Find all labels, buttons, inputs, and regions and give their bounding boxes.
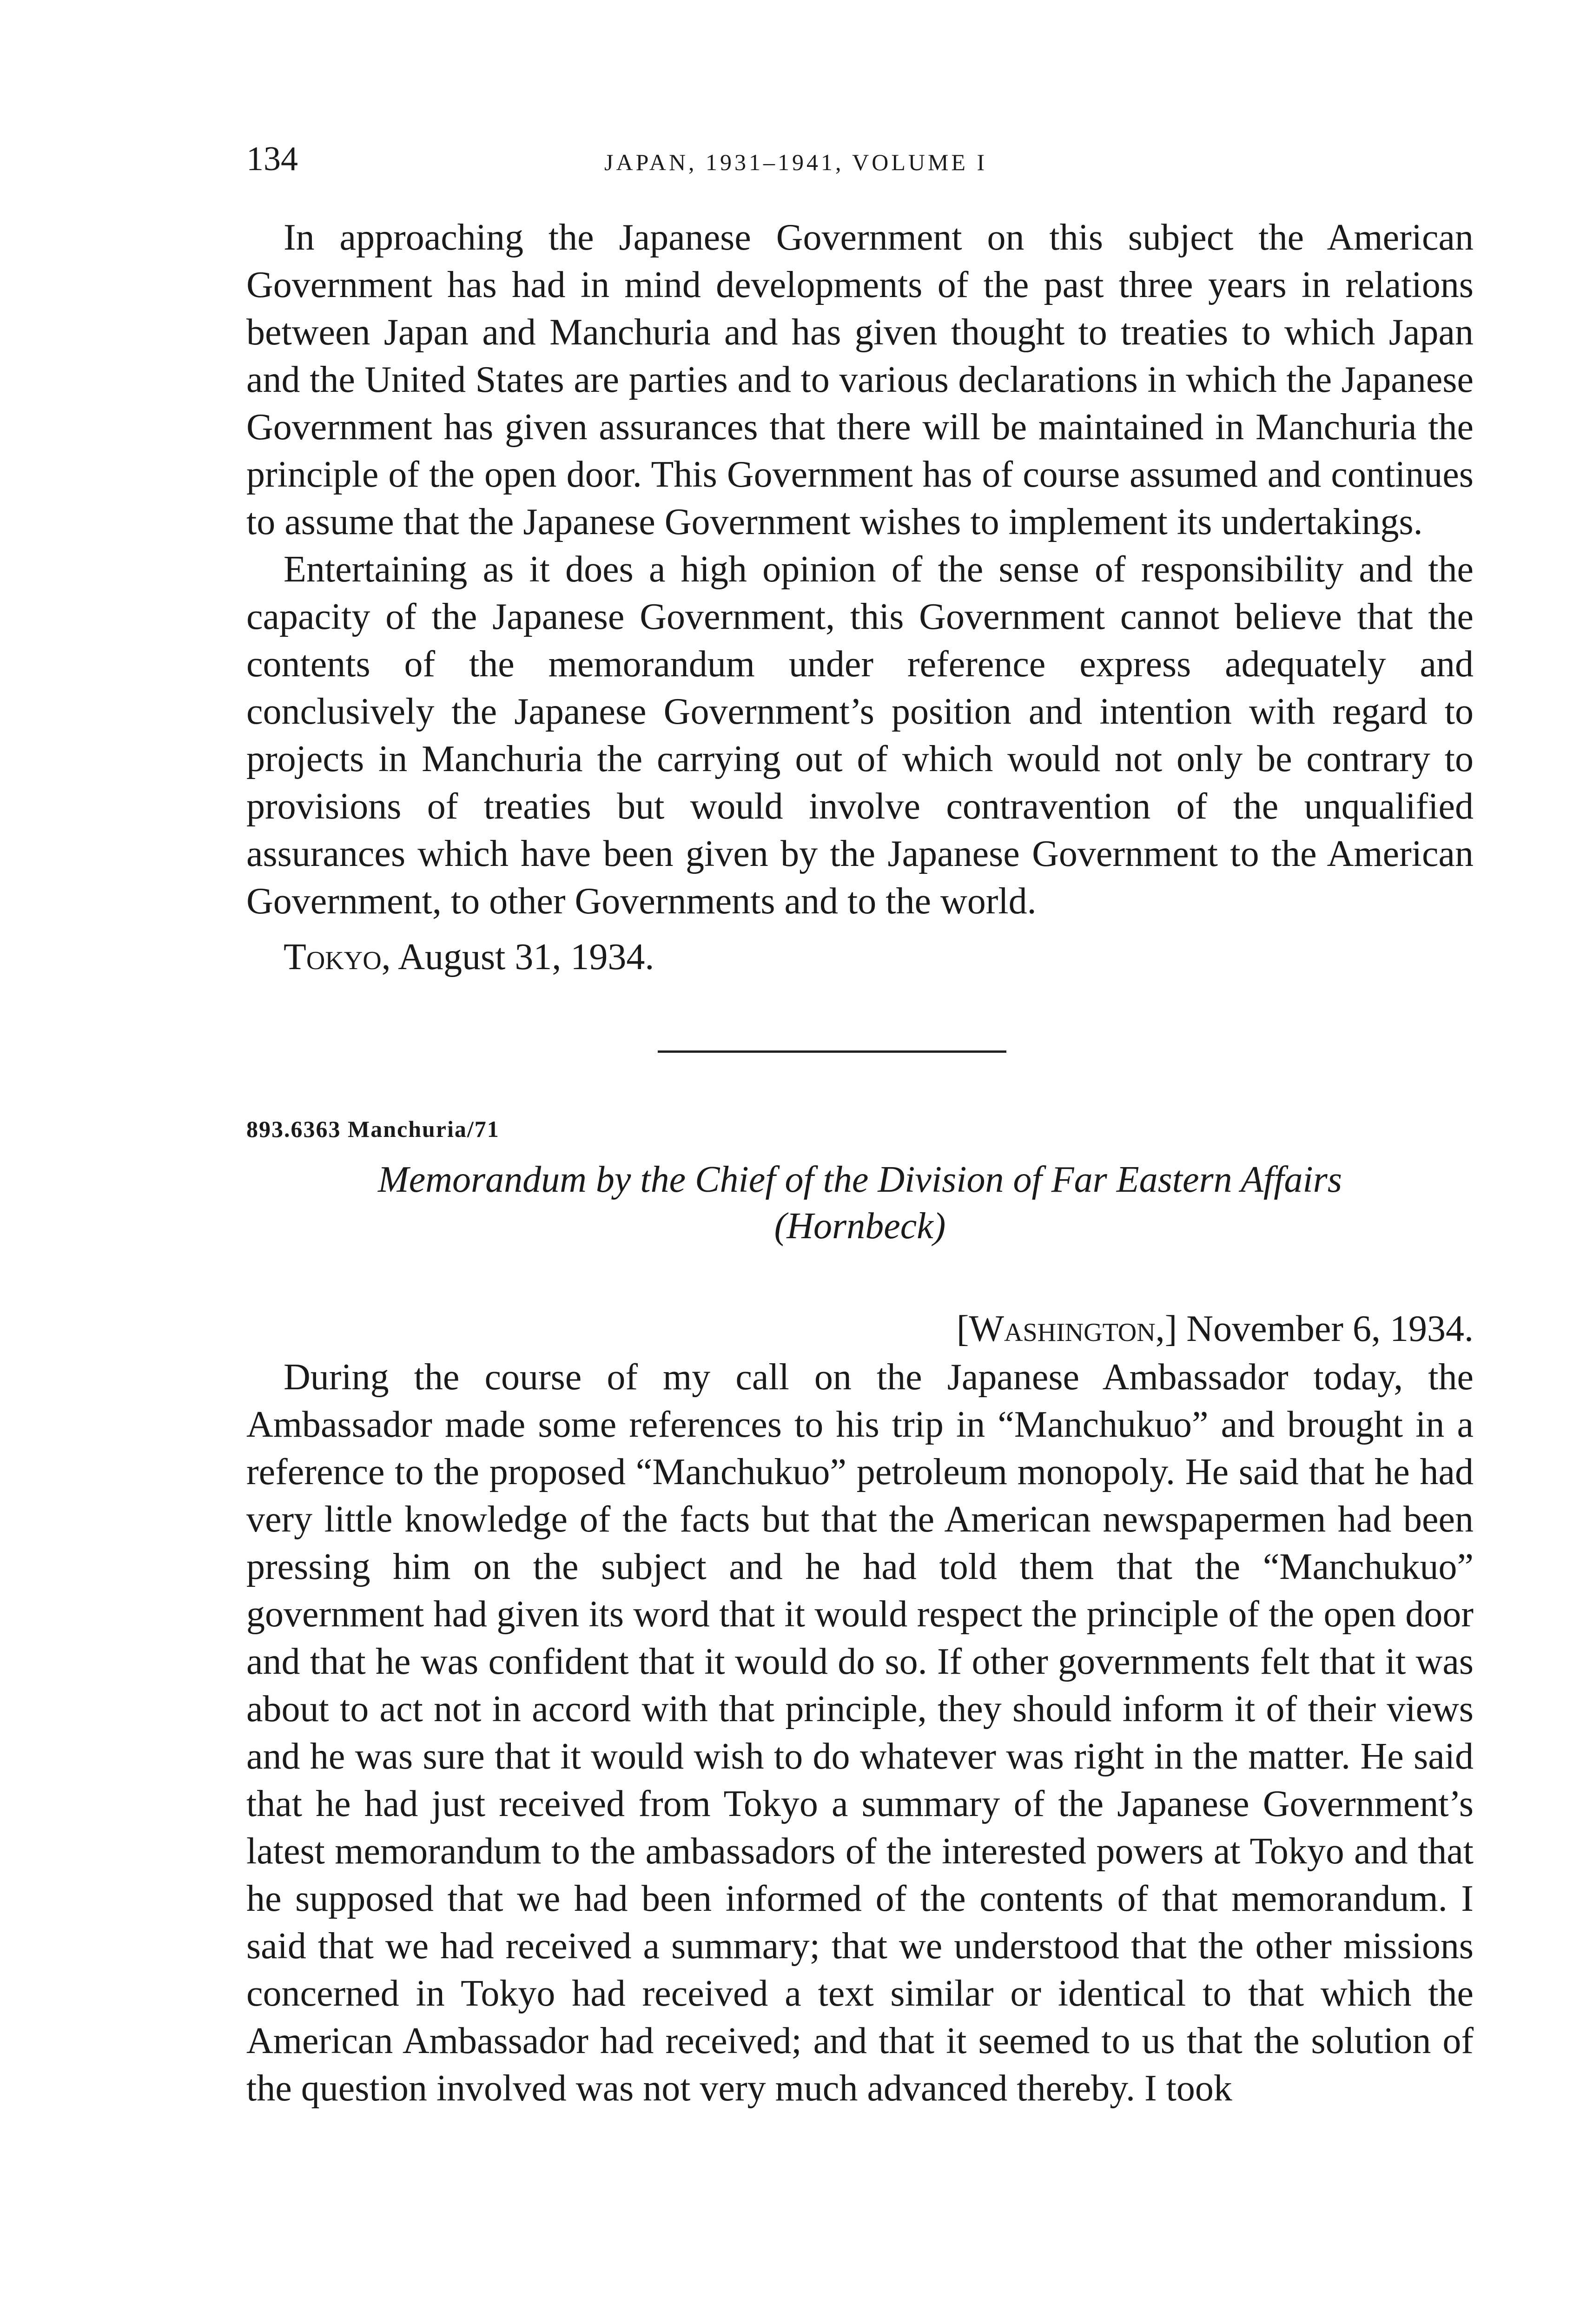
- document-title: [246, 1156, 1474, 1249]
- paragraph-entertaining: Entertaining as it does a high opinion of the sense of responsibility and the capacity of the Japanese Government, this Government cannot believe that the contents of the memorandum under reference express adequately and conclusively the Japanese Government’s position and intention with regard to projects in Manchuria the carrying out of which would not only be contrary to provisions of treaties but would involve contravention of the unqualified assurances which have been given by the Japanese Government to the American Government, to other Governments and to the world.: [246, 549, 1474, 922]
- dateline-place: Tokyo,: [284, 937, 391, 977]
- memo-date-place: Washington,: [969, 1308, 1165, 1349]
- dateline-tokyo: [284, 933, 1474, 981]
- title-line-2: (Hornbeck): [774, 1206, 946, 1247]
- running-header: [246, 139, 1474, 195]
- memo-date: [246, 1305, 1474, 1353]
- paragraph-approaching: In approaching the Japanese Government on this subject the American Government has had in mind developments of the past three years in relations between Japan and Manchuria and has given thought to treaties to which Japan and the United States are parties and to various declarations in which the Japanese Government has given assurances that there will be maintained in Manchuria the principle of the open door. This Government has of course assumed and continues to assume that the Japanese Government wishes to implement its undertakings.: [246, 217, 1474, 542]
- paragraph-during: During the course of my call on the Japanese Ambassador today, the Ambassador made some references to his trip in “Manchukuo” and brought in a reference to the proposed “Manchukuo” petroleum monopoly. He said that he had very little knowledge of the facts but that the American newspapermen had been pressing him on the subject and he had told them that the “Manchukuo” government had given its word that it would respect the principle of the open door and that he was confident that it would do so. If other governments felt that it was about to act not in accord with that principle, they should inform it of their views and he was sure that it would wish to do whatever was right in the matter. He said that he had just received from Tokyo a summary of the Japanese Government’s latest memorandum to the ambassadors of the interested powers at Tokyo and that he supposed that we had been informed of the contents of that memorandum. I said that we had received a summary; that we understood that the other missions concerned in Tokyo had received a text similar or identical to that which the American Ambassador had received; and that it seemed to us that the solution of the question involved was not very much advanced thereby. I took: [246, 1357, 1474, 2109]
- file-number: 893.6363 Manchuria/71: [246, 1116, 500, 1142]
- section-divider: [658, 1050, 1006, 1053]
- dateline-date: August 31, 1934.: [390, 937, 654, 977]
- page-number: 134: [246, 140, 298, 178]
- memo-date-rest: ] November 6, 1934.: [1164, 1308, 1474, 1349]
- title-line-1: Memorandum by the Chief of the Division of Far Eastern Affairs: [378, 1159, 1342, 1200]
- running-title: JAPAN, 1931–1941, VOLUME I: [604, 149, 988, 175]
- document-page: [246, 139, 1474, 2112]
- memo-date-open: [: [956, 1308, 969, 1349]
